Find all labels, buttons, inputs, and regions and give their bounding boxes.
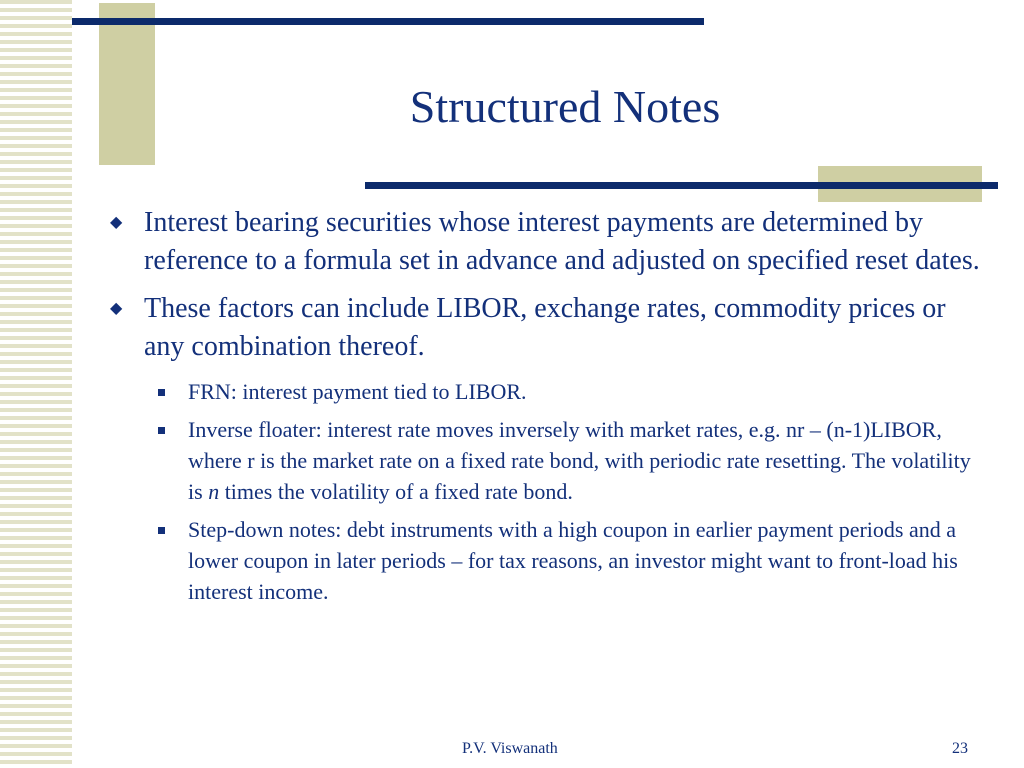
bullet-item bbox=[100, 204, 980, 280]
decorative-line-top bbox=[72, 18, 704, 25]
bullet-text: Interest bearing securities whose interest payments are determined by reference to a formula set in advance and adjusted on specified reset dates. bbox=[144, 207, 980, 276]
decorative-stripes bbox=[0, 0, 72, 768]
decorative-line-mid bbox=[365, 182, 998, 189]
square-bullet-icon bbox=[158, 427, 165, 434]
decorative-block-top bbox=[99, 3, 155, 165]
sub-bullet-item bbox=[100, 376, 980, 407]
sub-bullet-text: FRN: interest payment tied to LIBOR. bbox=[188, 379, 527, 404]
sub-bullet-text: Inverse floater: interest rate moves inversely with market rates, e.g. nr – (n-1)LIBOR, where r is the market rate on a fixed rate bond, with periodic rate resetting. The volatility is bbox=[188, 417, 971, 504]
sub-bullet-item bbox=[100, 414, 980, 507]
bullet-text: These factors can include LIBOR, exchange rates, commodity prices or any combination thereof. bbox=[144, 293, 946, 362]
italic-variable: n bbox=[208, 479, 220, 504]
slide-title: Structured Notes bbox=[409, 81, 721, 132]
page-number: 23 bbox=[952, 740, 968, 757]
footer-author: P.V. Viswanath bbox=[462, 740, 558, 757]
sub-bullet-text: Step-down notes: debt instruments with a high coupon in earlier payment periods and a lower coupon in later periods – for tax reasons, an investor might want to front-load his interest income. bbox=[188, 517, 958, 604]
square-bullet-icon bbox=[158, 389, 165, 396]
bullet-item bbox=[100, 290, 980, 366]
slide-content bbox=[100, 204, 980, 614]
diamond-bullet-icon: ◆ bbox=[110, 214, 123, 231]
sub-bullet-item bbox=[100, 514, 980, 607]
sub-bullet-text: times the volatility of a fixed rate bond. bbox=[219, 479, 573, 504]
square-bullet-icon bbox=[158, 527, 165, 534]
diamond-bullet-icon: ◆ bbox=[110, 300, 123, 317]
